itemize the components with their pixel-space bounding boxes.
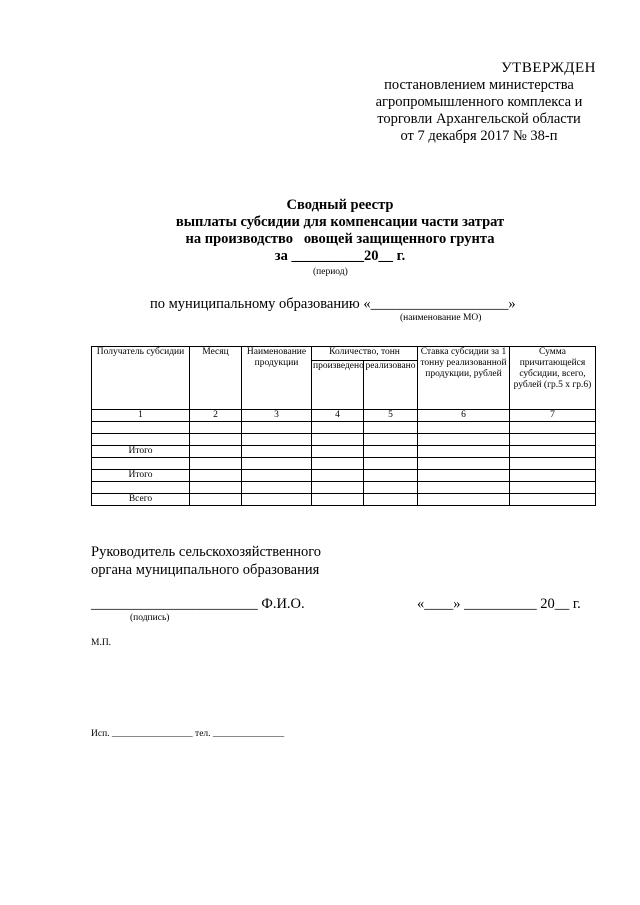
row-label xyxy=(92,458,190,470)
title-line: выплаты субсидии для компенсации части затрат xyxy=(175,214,505,230)
header-month: Месяц xyxy=(190,347,242,410)
column-number: 4 xyxy=(312,410,364,422)
signature-caption: (подпись) xyxy=(130,613,170,623)
header-recipient: Получатель субсидии xyxy=(92,347,190,410)
table-row xyxy=(92,446,596,458)
table-row xyxy=(92,482,596,494)
header-produced: произведено xyxy=(312,361,364,410)
table-row xyxy=(92,422,596,434)
approval-line: торговли Архангельской области xyxy=(377,111,581,127)
column-number: 3 xyxy=(242,410,312,422)
table-row xyxy=(92,470,596,482)
header-sold: реализовано xyxy=(364,361,418,410)
approval-line: от 7 декабря 2017 № 38-п xyxy=(400,128,558,144)
approval-line: постановлением министерства xyxy=(384,77,574,93)
row-label-total: Всего xyxy=(92,494,190,506)
header-product: Наименование продукции xyxy=(242,347,312,410)
approval-title: УТВЕРЖДЕН xyxy=(501,60,596,76)
row-label-subtotal: Итого xyxy=(92,470,190,482)
row-label xyxy=(92,434,190,446)
row-label xyxy=(92,422,190,434)
table-row xyxy=(92,458,596,470)
registry-table xyxy=(91,346,596,506)
column-number: 5 xyxy=(364,410,418,422)
column-number: 7 xyxy=(510,410,596,422)
municipality-caption: (наименование МО) xyxy=(400,313,482,323)
column-number: 6 xyxy=(418,410,510,422)
executor-footer: Исп. _________________ тел. _______________ xyxy=(91,729,285,739)
header-sum: Сумма причитающейся субсидии, всего, рублей (гр.5 х гр.6) xyxy=(510,347,596,410)
approval-line: агропромышленного комплекса и xyxy=(375,94,583,110)
date-line: «____» __________ 20__ г. xyxy=(417,596,581,612)
period-caption: (период) xyxy=(313,267,348,277)
header-rate: Ставка субсидии за 1 тонну реализованной продукции, рублей xyxy=(418,347,510,410)
title-period-line: за __________20__ г. xyxy=(274,248,406,264)
table-row xyxy=(92,494,596,506)
head-label-line: Руководитель сельскохозяйственного xyxy=(91,544,322,560)
table-row xyxy=(92,434,596,446)
municipality-line: по муниципальному образованию «___________________» xyxy=(150,296,516,312)
title-line: на производство овощей защищенного грунта xyxy=(185,231,495,247)
signature-line: _______________________ Ф.И.О. xyxy=(91,596,305,612)
stamp-label: М.П. xyxy=(91,638,112,648)
head-label xyxy=(91,543,321,579)
document-title xyxy=(0,197,640,265)
row-label-subtotal: Итого xyxy=(92,446,190,458)
column-number: 2 xyxy=(190,410,242,422)
header-quantity: Количество, тонн xyxy=(312,347,418,361)
row-label xyxy=(92,482,190,494)
column-number: 1 xyxy=(92,410,190,422)
head-label-line: органа муниципального образования xyxy=(91,562,320,578)
approval-block xyxy=(348,60,610,145)
title-line: Сводный реестр xyxy=(286,197,394,213)
